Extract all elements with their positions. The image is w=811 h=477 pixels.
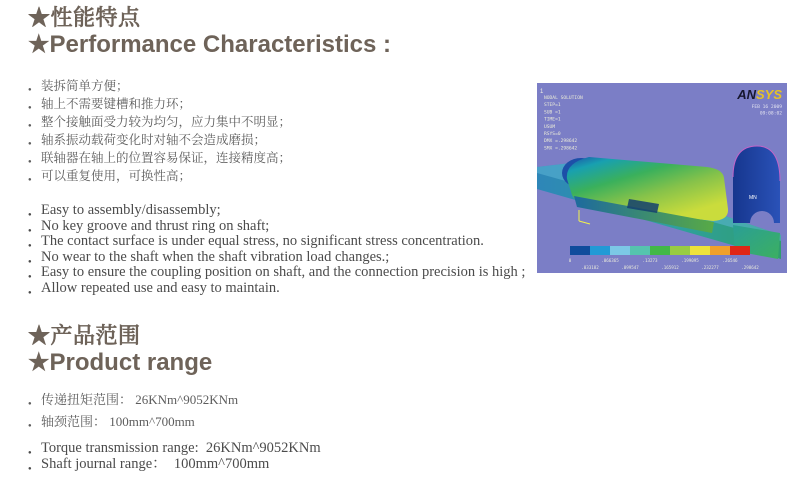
colorbar	[570, 246, 750, 255]
ansys-logo: ANSYS	[737, 87, 782, 102]
bullet-item: ● 装拆简单方便；	[28, 80, 528, 93]
svg-text:0: 0	[568, 258, 572, 263]
ansys-simulation-image	[537, 83, 787, 273]
bullet-item: ● Easy to assembly/disassembly;	[28, 203, 528, 219]
info-line: NODAL SOLUTION	[544, 96, 583, 101]
performance-bullets-en	[28, 203, 528, 296]
bullet-item: ● The contact surface is under equal stress, no significant stress concentration.	[28, 234, 528, 250]
bullet-item: ● 轴系振动载荷变化时对轴不会造成磨损；	[28, 134, 528, 147]
performance-title-en: ★Performance Characteristics :	[28, 31, 391, 58]
bullet-item: ● Allow repeated use and easy to maintain.	[28, 281, 528, 297]
plot-number: 1	[540, 89, 544, 95]
info-line: SUB =1	[544, 110, 561, 116]
bullet-item: ● Easy to ensure the coupling position on shaft, and the connection precision is high ;	[28, 265, 528, 281]
svg-text:.13273: .13273	[642, 258, 658, 263]
bullet-item: ● Shaft journal range： 100mm^700mm	[28, 457, 528, 473]
product-range-title-cn: ★产品范围	[28, 323, 141, 348]
bullet-item: ● 可以重复使用，可换性高；	[28, 170, 528, 183]
svg-text:.26546: .26546	[722, 258, 738, 263]
svg-text:.165912: .165912	[661, 265, 679, 270]
product-range-bullets-en	[28, 441, 528, 472]
bullet-item: ● 传递扭矩范围： 26KNm^9052KNm	[28, 393, 528, 407]
svg-text:.033182: .033182	[581, 265, 599, 270]
date-label: FEB 16 2009	[751, 105, 782, 110]
svg-text:.232277: .232277	[701, 265, 719, 270]
bullet-item: ● 轴上不需要键槽和推力环；	[28, 98, 528, 111]
bullet-item: ● 整个接触面受力较为均匀，应力集中不明显；	[28, 116, 528, 129]
product-range-title-en: ★Product range	[28, 349, 213, 376]
info-line: STEP=1	[544, 103, 561, 109]
info-line: USUM	[544, 124, 556, 130]
svg-text:.099547: .099547	[621, 265, 639, 270]
product-range-bullets-cn	[28, 393, 528, 429]
bullet-item: ● Torque transmission range: 26KNm^9052KNm	[28, 441, 528, 457]
performance-bullets-cn	[28, 80, 528, 183]
info-line: SMX =.298642	[544, 146, 578, 152]
performance-title-cn: ★性能特点	[28, 5, 141, 30]
svg-text:.199095: .199095	[681, 258, 699, 263]
min-location-label: MN	[749, 195, 757, 201]
info-line: RSYS=0	[544, 132, 561, 137]
performance-section	[28, 4, 528, 296]
info-line: TIME=1	[544, 117, 561, 123]
bullet-item: ● 轴颈范围： 100mm^700mm	[28, 415, 528, 429]
time-label: 09:08:02	[759, 111, 782, 117]
info-line: DMX =.298642	[544, 139, 578, 145]
bullet-item: ● No wear to the shaft when the shaft vibration load changes.;	[28, 250, 528, 266]
product-range-section	[28, 322, 528, 472]
bullet-item: ● No key groove and thrust ring on shaft;	[28, 219, 528, 235]
svg-text:.066365: .066365	[601, 258, 619, 263]
bullet-item: ● 联轴器在轴上的位置容易保证，连接精度高；	[28, 152, 528, 165]
svg-text:.298642: .298642	[741, 265, 759, 270]
